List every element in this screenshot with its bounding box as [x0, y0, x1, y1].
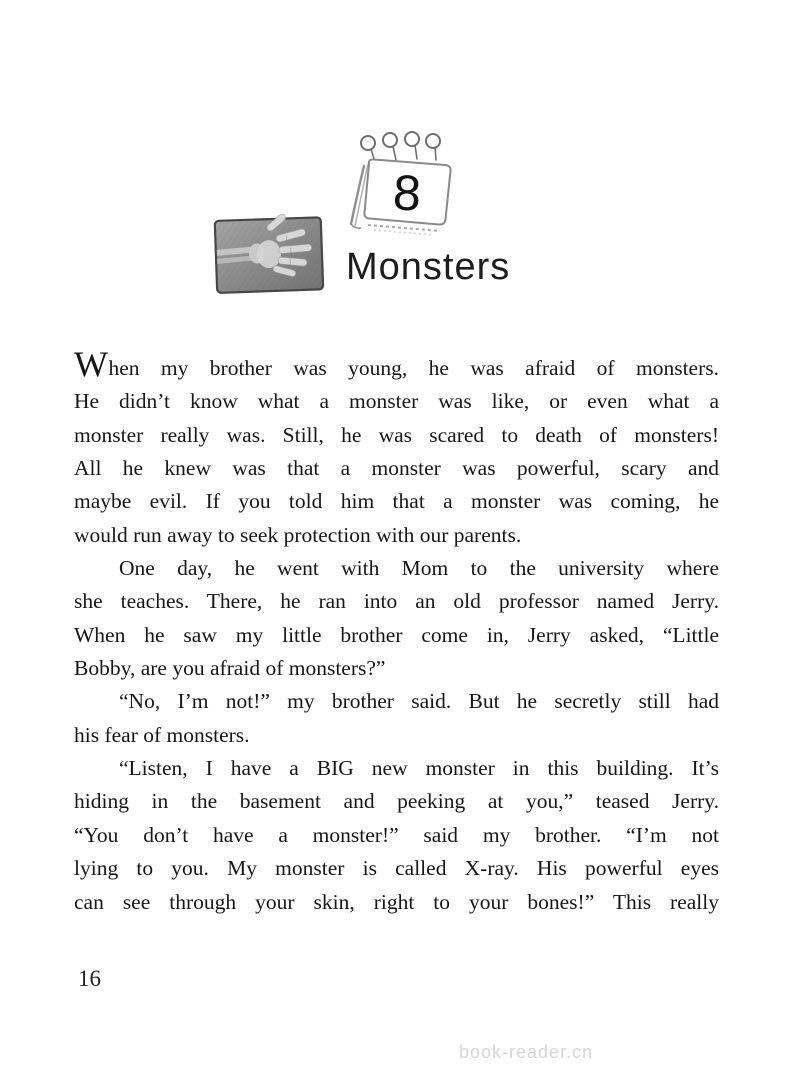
text-line: his fear of monsters. — [74, 722, 250, 747]
paragraph-1 — [74, 344, 719, 552]
page-number: 16 — [78, 966, 101, 991]
text-line: lying to you. My monster is called X-ray. His powerful eyes — [74, 856, 719, 881]
text-line: “No, I’m not!” my brother said. But he secretly still had — [119, 689, 719, 714]
watermark: book-reader.cn — [459, 1042, 594, 1062]
story-text — [74, 344, 719, 919]
text-line: He didn’t know what a monster was like, or even what a — [74, 389, 719, 414]
text-line: she teaches. There, he ran into an old professor named Jerry. — [74, 589, 719, 614]
drop-cap: W — [74, 344, 109, 384]
chapter-title: Monsters — [346, 246, 511, 288]
text-line: Bobby, are you afraid of monsters?” — [74, 656, 386, 681]
text-line: “You don’t have a monster!” said my brother. “I’m not — [74, 822, 719, 847]
text-line: can see through your skin, right to your bones!” This really — [74, 889, 719, 914]
text-line: hiding in the basement and peeking at you,” teased Jerry. — [74, 789, 719, 814]
paragraph-3 — [74, 685, 719, 752]
text-line: maybe evil. If you told him that a monster was coming, he — [74, 489, 719, 514]
text-line: One day, he went with Mom to the university where — [119, 556, 719, 581]
text-line-content: hen my brother was young, he was afraid of monsters. — [108, 356, 719, 380]
paragraph-2 — [74, 552, 719, 685]
chapter-number: 8 — [391, 164, 423, 222]
text-line: monster really was. Still, he was scared to death of monsters! — [74, 422, 719, 447]
text-line: “Listen, I have a BIG new monster in this building. It’s — [119, 756, 719, 781]
paragraph-4 — [74, 752, 719, 919]
calendar-icon — [338, 124, 470, 242]
text-line: All he knew was that a monster was powerful, scary and — [74, 456, 719, 481]
text-line: When he saw my little brother come in, Jerry asked, “Little — [74, 622, 719, 647]
text-line — [74, 344, 719, 385]
xray-hand-image — [211, 212, 333, 300]
text-line: would run away to seek protection with our parents. — [74, 522, 522, 547]
